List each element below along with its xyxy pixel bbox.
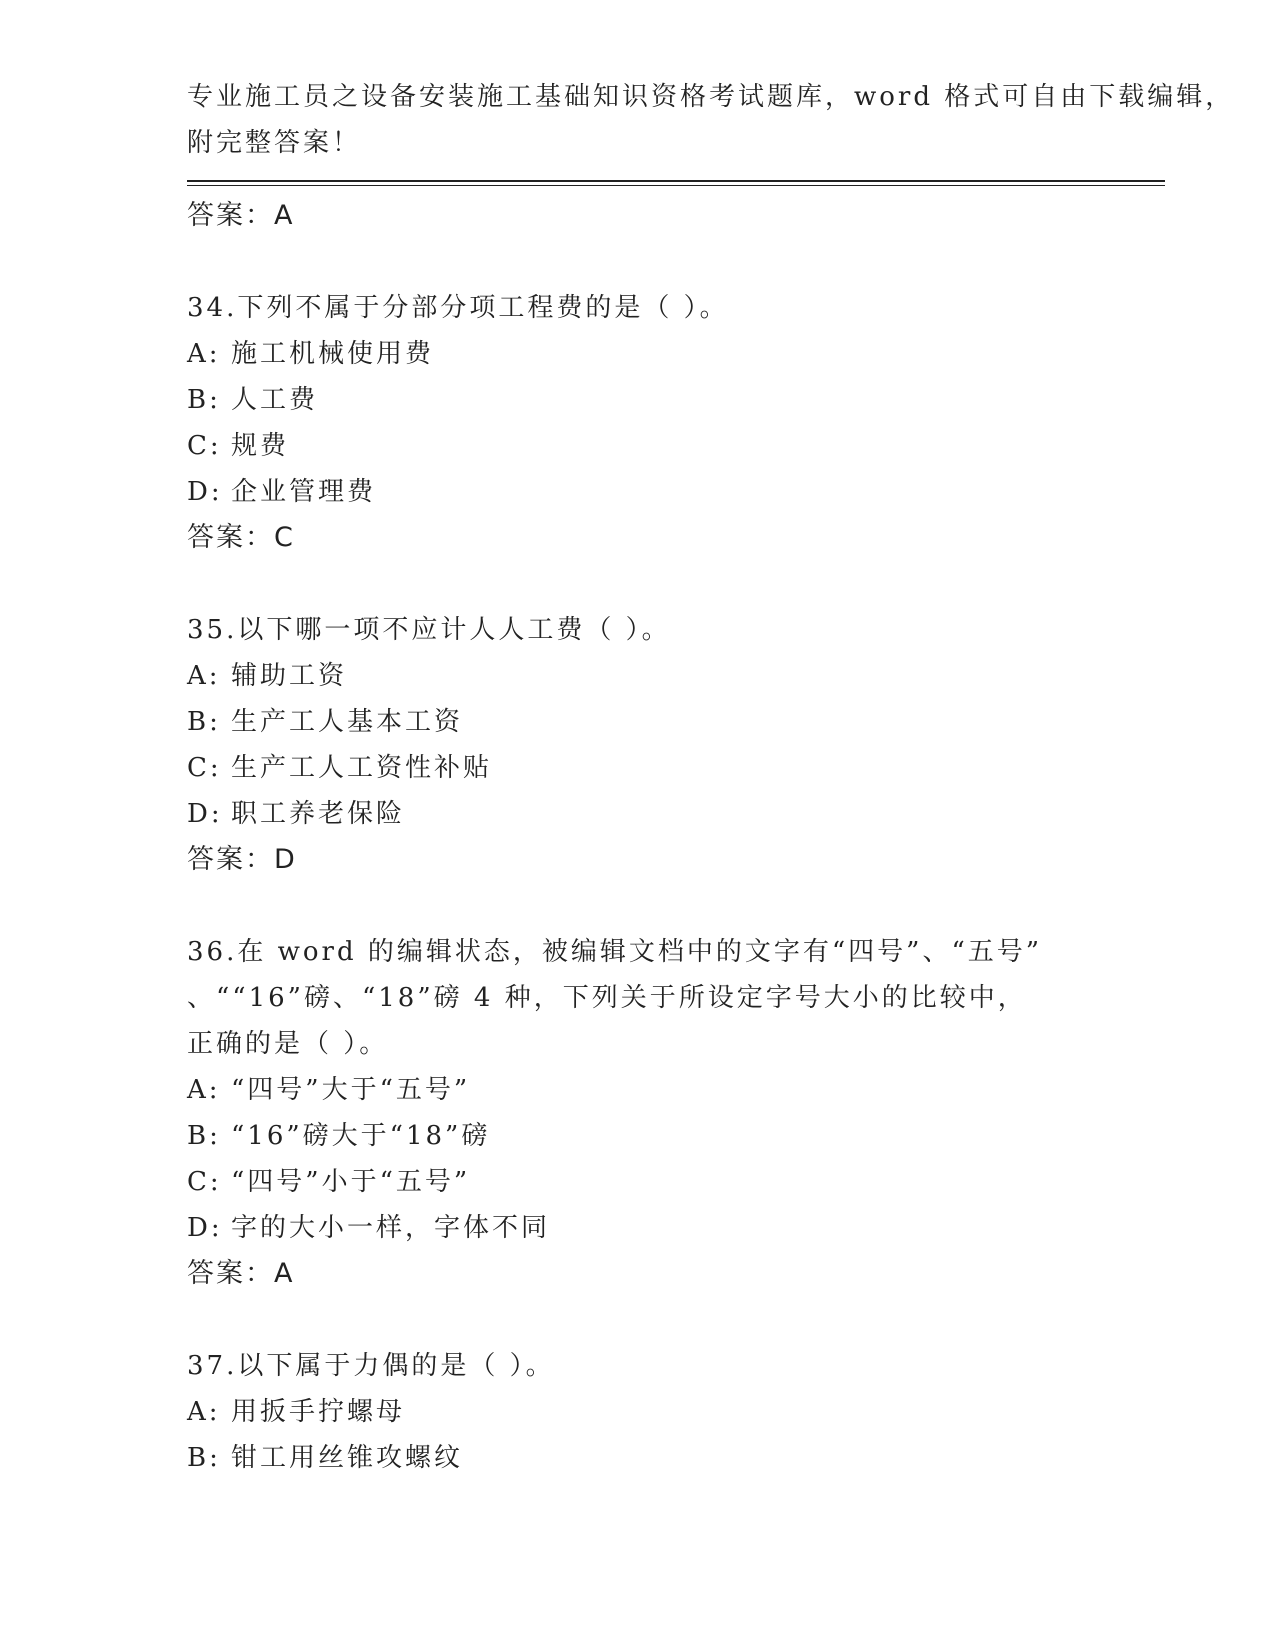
- header-divider: [187, 180, 1165, 186]
- option-letter: B:: [187, 1121, 221, 1151]
- option-letter: A:: [187, 1075, 221, 1105]
- question-list: [187, 193, 1177, 1481]
- option-c: [187, 423, 1177, 469]
- option-text: 字的大小一样，字体不同: [231, 1213, 551, 1243]
- question-35: [187, 607, 1177, 883]
- option-text: “四号”小于“五号”: [231, 1167, 471, 1197]
- option-letter: B:: [187, 1443, 221, 1473]
- option-text: 企业管理费: [231, 477, 377, 507]
- header-line-1: 专业施工员之设备安装施工基础知识资格考试题库，word 格式可自由下载编辑，: [187, 82, 1235, 112]
- spacer: [187, 239, 1177, 285]
- option-letter: B:: [187, 385, 221, 415]
- option-b: [187, 1435, 1177, 1481]
- option-a: [187, 1067, 1177, 1113]
- spacer: [187, 1297, 1177, 1343]
- option-d: [187, 791, 1177, 837]
- option-text: 辅助工资: [231, 661, 348, 691]
- option-d: [187, 1205, 1177, 1251]
- option-letter: A:: [187, 661, 221, 691]
- option-b: [187, 377, 1177, 423]
- option-letter: B:: [187, 707, 221, 737]
- option-letter: C:: [187, 753, 222, 783]
- page-header: [187, 74, 1235, 166]
- option-letter: C:: [187, 1167, 222, 1197]
- option-b: [187, 699, 1177, 745]
- option-a: [187, 331, 1177, 377]
- answer: 答案：D: [187, 844, 297, 875]
- answer: 答案：C: [187, 522, 295, 553]
- option-letter: D:: [187, 477, 223, 507]
- header-line-2: 附完整答案！: [187, 128, 362, 158]
- question-37: [187, 1343, 1177, 1481]
- option-text: 规费: [231, 431, 290, 461]
- option-letter: A:: [187, 1397, 221, 1427]
- option-c: [187, 1159, 1177, 1205]
- question-stem: 35.以下哪一项不应计人人工费（ ）。: [187, 615, 671, 645]
- question-34: [187, 285, 1177, 561]
- question-stem-line-1: 36.在 word 的编辑状态，被编辑文档中的文字有“四号”、“五号”: [187, 937, 1043, 967]
- spacer: [187, 883, 1177, 929]
- question-stem-line-3: 正确的是（ ）。: [187, 1029, 389, 1059]
- option-text: 施工机械使用费: [231, 339, 435, 369]
- option-text: 生产工人工资性补贴: [231, 753, 493, 783]
- option-text: “16”磅大于“18”磅: [231, 1121, 491, 1151]
- option-c: [187, 745, 1177, 791]
- option-text: 职工养老保险: [231, 799, 406, 829]
- option-a: [187, 653, 1177, 699]
- answer: 答案：A: [187, 1258, 295, 1289]
- option-text: 钳工用丝锥攻螺纹: [231, 1443, 464, 1473]
- option-text: 生产工人基本工资: [231, 707, 464, 737]
- option-d: [187, 469, 1177, 515]
- option-b: [187, 1113, 1177, 1159]
- option-text: “四号”大于“五号”: [231, 1075, 471, 1105]
- option-letter: D:: [187, 799, 223, 829]
- question-stem-line-2: 、““16”磅、“18”磅 4 种，下列关于所设定字号大小的比较中，: [187, 983, 1027, 1013]
- option-letter: D:: [187, 1213, 223, 1243]
- option-a: [187, 1389, 1177, 1435]
- spacer: [187, 561, 1177, 607]
- question-stem: 34.下列不属于分部分项工程费的是（ ）。: [187, 293, 729, 323]
- option-text: 用扳手拧螺母: [231, 1397, 406, 1427]
- question-36: [187, 929, 1177, 1297]
- option-letter: A:: [187, 339, 221, 369]
- previous-answer: 答案：A: [187, 200, 295, 231]
- option-letter: C:: [187, 431, 222, 461]
- option-text: 人工费: [231, 385, 319, 415]
- question-stem: 37.以下属于力偶的是（ ）。: [187, 1351, 555, 1381]
